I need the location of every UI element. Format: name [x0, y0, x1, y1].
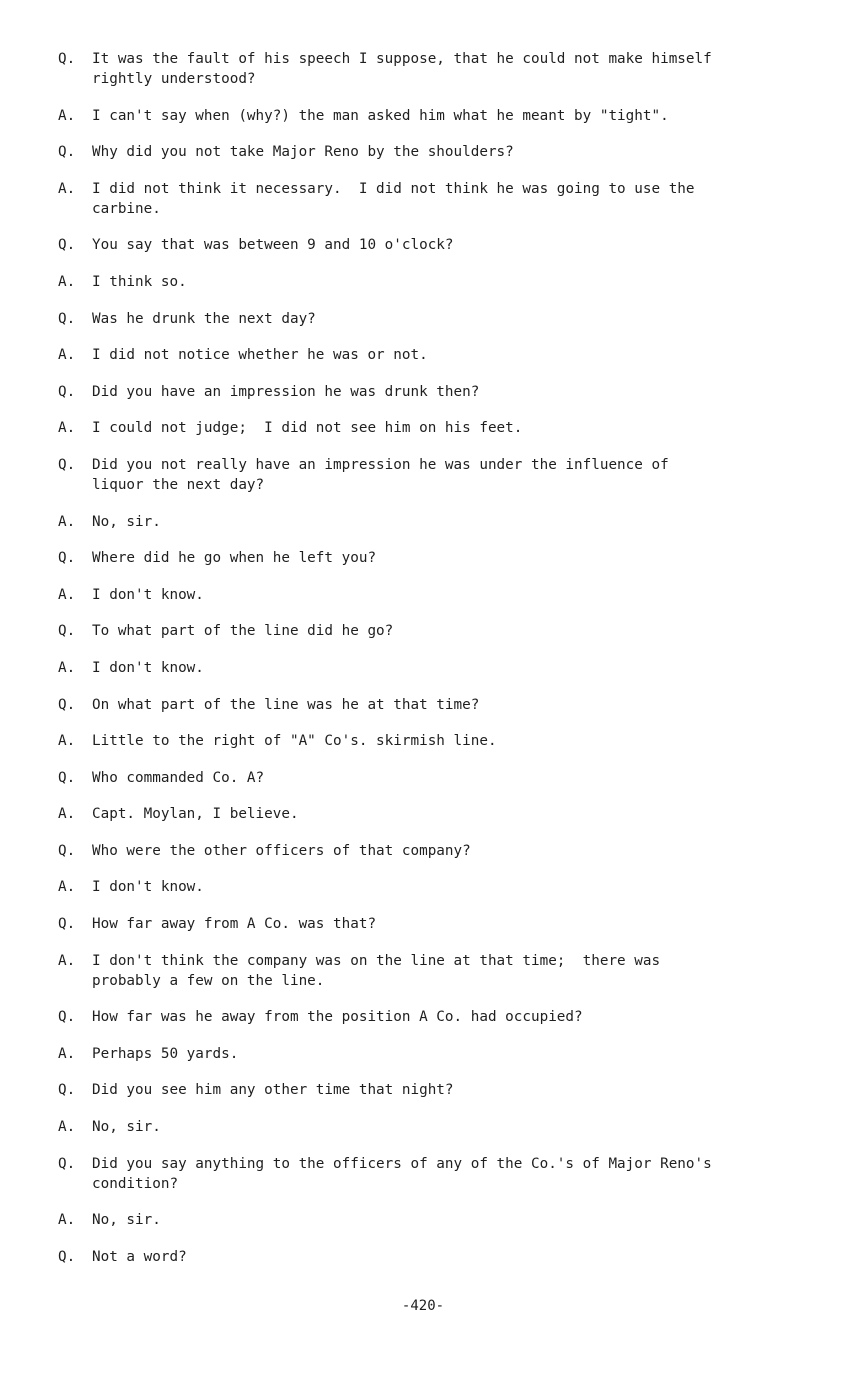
page-number: -420-: [401, 1298, 445, 1314]
entry-text: Where did he go when he left you?: [92, 550, 377, 567]
answer-entry: [58, 951, 798, 991]
entry-text: Was he drunk the next day?: [92, 310, 316, 327]
answer-entry: [58, 106, 798, 126]
question-entry: [58, 914, 798, 934]
question-entry: [58, 841, 798, 861]
question-entry: [58, 695, 798, 715]
entry-text: I don't know.: [92, 879, 204, 896]
speaker-label: Q.: [58, 383, 76, 400]
speaker-label: Q.: [58, 550, 76, 567]
speaker-label: A.: [58, 733, 76, 750]
speaker-label: Q.: [58, 916, 76, 933]
entry-text: I don't know.: [92, 586, 204, 603]
question-entry: [58, 142, 798, 162]
speaker-label: A.: [58, 107, 76, 124]
speaker-label: Q.: [58, 1082, 76, 1099]
answer-entry: [58, 1117, 798, 1137]
entry-text: Why did you not take Major Reno by the shoulders?: [92, 144, 514, 161]
entry-text: I did not think it necessary. I did not think he was going to use the carbine.: [92, 180, 695, 217]
answer-entry: [58, 731, 798, 751]
question-entry: [58, 49, 798, 89]
answer-entry: [58, 658, 798, 678]
entry-text: It was the fault of his speech I suppose, that he could not make himself rightly understood?: [92, 51, 712, 87]
answer-entry: [58, 585, 798, 605]
speaker-label: A.: [58, 879, 76, 896]
speaker-label: Q.: [58, 237, 76, 254]
entry-text: Not a word?: [92, 1248, 187, 1265]
entry-text: No, sir.: [92, 513, 161, 530]
entry-text: I did not notice whether he was or not.: [92, 347, 428, 364]
answer-entry: [58, 418, 798, 438]
entry-text: Who commanded Co. A?: [92, 769, 265, 786]
speaker-label: A.: [58, 1119, 76, 1136]
question-entry: [58, 1247, 798, 1267]
entry-text: I can't say when (why?) the man asked him what he meant by "tight".: [92, 107, 669, 124]
speaker-label: Q.: [58, 842, 76, 859]
entry-text: No, sir.: [92, 1212, 161, 1229]
question-entry: [58, 1080, 798, 1100]
question-entry: [58, 455, 798, 495]
entry-text: Perhaps 50 yards.: [92, 1045, 239, 1062]
entry-text: Who were the other officers of that company?: [92, 842, 471, 859]
question-entry: [58, 382, 798, 402]
speaker-label: A.: [58, 952, 76, 969]
answer-entry: [58, 877, 798, 897]
entry-text: You say that was between 9 and 10 o'clock?: [92, 237, 454, 254]
entry-text: I could not judge; I did not see him on his feet.: [92, 420, 523, 437]
speaker-label: Q.: [58, 1009, 76, 1026]
entry-text: I don't think the company was on the line at that time; there was probably a few on the line.: [92, 952, 661, 989]
speaker-label: Q.: [58, 456, 76, 473]
question-entry: [58, 1007, 798, 1027]
transcript: [58, 49, 798, 1283]
entry-text: How far was he away from the position A Co. had occupied?: [92, 1009, 583, 1026]
entry-text: I don't know.: [92, 659, 204, 676]
question-entry: [58, 548, 798, 568]
speaker-label: A.: [58, 1212, 76, 1229]
question-entry: [58, 1154, 798, 1194]
speaker-label: A.: [58, 586, 76, 603]
answer-entry: [58, 345, 798, 365]
answer-entry: [58, 179, 798, 219]
speaker-label: A.: [58, 347, 76, 364]
entry-text: Did you have an impression he was drunk then?: [92, 383, 480, 400]
question-entry: [58, 235, 798, 255]
answer-entry: [58, 1044, 798, 1064]
speaker-label: A.: [58, 659, 76, 676]
speaker-label: Q.: [58, 1248, 76, 1265]
speaker-label: A.: [58, 806, 76, 823]
speaker-label: Q.: [58, 1155, 76, 1172]
speaker-label: A.: [58, 420, 76, 437]
question-entry: [58, 768, 798, 788]
entry-text: Little to the right of "A" Co's. skirmish line.: [92, 733, 497, 750]
answer-entry: [58, 512, 798, 532]
entry-text: No, sir.: [92, 1119, 161, 1136]
speaker-label: Q.: [58, 51, 76, 67]
speaker-label: A.: [58, 180, 76, 197]
question-entry: [58, 621, 798, 641]
entry-text: To what part of the line did he go?: [92, 623, 394, 640]
entry-text: Did you say anything to the officers of any of the Co.'s of Major Reno's condition?: [92, 1155, 712, 1192]
entry-text: I think so.: [92, 273, 187, 290]
speaker-label: A.: [58, 1045, 76, 1062]
speaker-label: A.: [58, 513, 76, 530]
speaker-label: Q.: [58, 144, 76, 161]
answer-entry: [58, 272, 798, 292]
entry-text: Capt. Moylan, I believe.: [92, 806, 299, 823]
answer-entry: [58, 804, 798, 824]
speaker-label: Q.: [58, 769, 76, 786]
entry-text: Did you see him any other time that night?: [92, 1082, 454, 1099]
entry-text: How far away from A Co. was that?: [92, 916, 377, 933]
speaker-label: Q.: [58, 310, 76, 327]
question-entry: [58, 309, 798, 329]
entry-text: Did you not really have an impression he was under the influence of liquor the next day?: [92, 456, 669, 493]
answer-entry: [58, 1210, 798, 1230]
speaker-label: Q.: [58, 623, 76, 640]
speaker-label: A.: [58, 273, 76, 290]
speaker-label: Q.: [58, 696, 76, 713]
entry-text: On what part of the line was he at that time?: [92, 696, 480, 713]
